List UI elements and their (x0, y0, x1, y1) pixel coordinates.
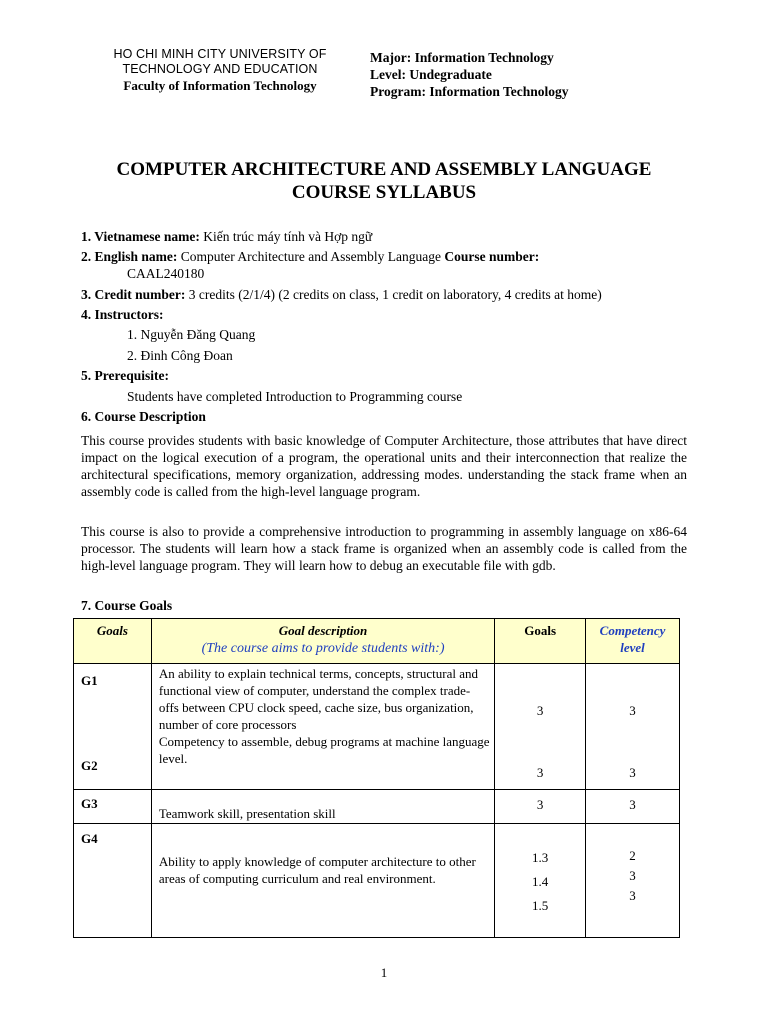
competency-g2: 3 (629, 765, 636, 780)
competency-g3: 3 (586, 790, 680, 824)
table-row (74, 824, 680, 938)
competency-g4-c: 3 (629, 888, 636, 903)
goal-value-g4-c: 1.5 (532, 898, 549, 913)
competency-g4-b: 3 (629, 868, 636, 883)
table-row (74, 664, 680, 790)
section-vietnamese-name (81, 228, 372, 245)
goal-value-g2: 3 (536, 765, 544, 780)
level: Level: Undegraduate (370, 67, 492, 82)
prerequisite-value: Students have completed Introduction to Programming course (127, 389, 463, 404)
page-title (0, 158, 768, 204)
major: Major: Information Technology (370, 50, 554, 65)
program-meta (370, 49, 569, 100)
program: Program: Information Technology (370, 84, 569, 99)
course-goals-table (73, 618, 680, 938)
course-number-label: Course number: (444, 249, 540, 264)
description-paragraph-2: This course is also to provide a comprehensive introduction to programming in assembly language on x86-64 processor. The students will learn how a stack frame is organized when an assembly code is called from the high-level language program. They will learn how to debug an executable file with gdb. (81, 524, 687, 573)
header-goals-2: Goals (495, 619, 586, 664)
goal-desc-g2: Competency to assemble, debug programs at machine language level. (158, 734, 490, 766)
goal-desc-g4: Ability to apply knowledge of computer architecture to other areas of computing curriculum and real environment. (151, 824, 494, 938)
section-label: 7. Course Goals (81, 598, 173, 613)
section-label: 5. Prerequisite: (81, 368, 169, 383)
section-label: 2. English name: (81, 249, 178, 264)
section-value: 3 credits (2/1/4) (2 credits on class, 1 credit on laboratory, 4 credits at home) (185, 287, 602, 302)
title-line1: COMPUTER ARCHITECTURE AND ASSEMBLY LANGUAGE (116, 159, 652, 180)
instructor-1: 1. Nguyễn Đăng Quang (127, 327, 256, 342)
goal-value-g4-b: 1.4 (532, 874, 549, 889)
section-label: 3. Credit number: (81, 287, 186, 302)
section-instructors (81, 306, 164, 323)
section-course-goals (81, 597, 172, 614)
university-header (95, 47, 345, 93)
goal-id-cell (74, 664, 152, 790)
section-value: Computer Architecture and Assembly Language (177, 249, 445, 264)
goal-value-g4 (495, 824, 586, 938)
description-paragraph-1: This course provides students with basic knowledge of Computer Architecture, those attributes that have direct impact on the logical execution of a program, the operational units and their interconnection that realize the architectural specifications, memory organization, addressing modes. understanding the stack frame when an assembly code is called from the high-level language program. (81, 433, 687, 499)
header-goal-description (151, 619, 494, 664)
competency-g1: 3 (629, 703, 636, 718)
goal-value-cell (495, 664, 586, 790)
faculty-name: Faculty of Information Technology (123, 78, 317, 93)
section-value: Kiến trúc máy tính và Hợp ngữ (199, 229, 373, 244)
course-number-value: CAAL240180 (127, 266, 205, 281)
goal-id-g3: G3 (74, 790, 152, 824)
competency-g4 (586, 824, 680, 938)
header-desc-title: Goal description (278, 623, 368, 638)
section-label: 6. Course Description (81, 409, 206, 424)
goal-id-g1: G1 (81, 673, 98, 688)
university-name-line2: TECHNOLOGY AND EDUCATION (122, 62, 318, 76)
section-credit-number (81, 286, 602, 303)
goal-desc-g1: An ability to explain technical terms, concepts, structural and functional view of computer, understand the complex trade-offs between CPU clock speed, cache size, bus organization, number of core processors (158, 666, 478, 732)
table-header-row (74, 619, 680, 664)
title-line2: COURSE SYLLABUS (291, 182, 477, 203)
section-course-description (81, 408, 206, 425)
instructor-2: 2. Đinh Công Đoan (127, 348, 233, 363)
goal-id-g4: G4 (74, 824, 152, 938)
competency-g4-a: 2 (629, 848, 636, 863)
header-goals: Goals (74, 619, 152, 664)
header-desc-subtitle: (The course aims to provide students with:) (201, 641, 445, 656)
section-label: 4. Instructors: (81, 307, 164, 322)
section-label: 1. Vietnamese name: (81, 229, 200, 244)
page-number: 1 (380, 965, 388, 980)
university-name-line1: HO CHI MINH CITY UNIVERSITY OF (113, 47, 327, 61)
goal-value-g3: 3 (495, 790, 586, 824)
header-competency-level: Competency level (586, 619, 680, 664)
goal-value-g1: 3 (536, 703, 544, 718)
section-prerequisite (81, 367, 169, 384)
competency-cell (586, 664, 680, 790)
table-row (74, 790, 680, 824)
goal-desc-g3: Teamwork skill, presentation skill (151, 790, 494, 824)
goal-desc-cell (151, 664, 494, 790)
goal-value-g4-a: 1.3 (532, 850, 549, 865)
section-english-name (81, 248, 539, 265)
goal-id-g2: G2 (81, 758, 98, 773)
